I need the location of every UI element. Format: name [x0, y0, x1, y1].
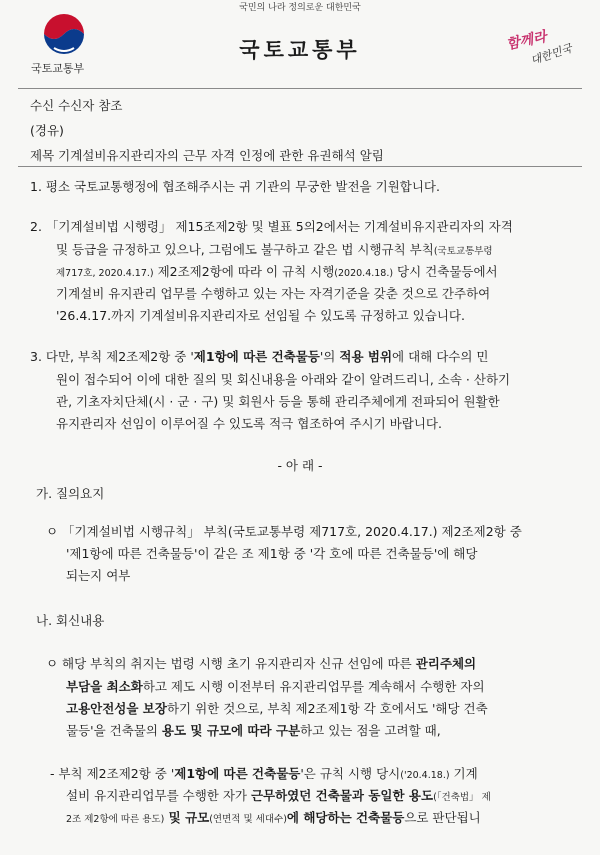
section-na-title: 나. 회신내용 [36, 613, 105, 628]
paragraph-3-line-3: 관, 기초자치단체(시 · 군 · 구) 및 회원사 등을 통해 관리주체에게 전파되어 원활한 [56, 394, 500, 409]
paragraph-2-line-2: 및 등급을 규정하고 있으나, 그럼에도 불구하고 같은 법 시행규칙 부칙(국토교통부령 [56, 242, 493, 257]
section-na-line-1: ㅇ 해당 부칙의 취지는 법령 시행 초기 유지관리자 신규 선임에 따른 관리주체의 [46, 656, 477, 671]
slogan: 국민의 나라 정의로운 대한민국 [239, 3, 361, 13]
subject-line: 제목 기계설비유지관리자의 근무 자격 인정에 관한 유권해석 알림 [30, 148, 384, 163]
paragraph-3-line-2: 원이 접수되어 이에 대한 질의 및 회신내용을 아래와 같이 알려드리니, 소속 · 산하기 [56, 372, 511, 387]
ministry-title: 국토교통부 [239, 38, 361, 62]
paragraph-3-line-1: 3. 다만, 부칙 제2조제2항 중 '제1항에 따른 건축물등'의 적용 범위에 대해 다수의 민 [30, 349, 489, 364]
paragraph-3-line-4: 유지관리자 선임이 이루어질 수 있도록 적극 협조하여 주시기 바랍니다. [56, 416, 442, 431]
org-name: 국토교통부 [31, 62, 85, 75]
section-ga-line-2: '제1항에 따른 건축물등'이 같은 조 제1항 중 '각 호에 따른 건축물등'에 해당 [66, 546, 478, 561]
subject-divider [18, 166, 582, 167]
paragraph-2-line-1: 2. 「기계설비법 시행령」 제15조제2항 및 별표 5의2에서는 기계설비유지관리자의 자격 [30, 219, 513, 234]
paragraph-2-line-4: 기계설비 유지관리 업무를 수행하고 있는 자는 자격기준을 갖춘 것으로 간주하여 [56, 286, 491, 301]
section-na-line-3: 고용안전성을 보장하기 위한 것으로, 부칙 제2조제1항 각 호에서도 '해당 건축 [66, 701, 488, 716]
section-na-dash-line-3: 2조 제2항에 따른 용도) 및 규모(연면적 및 세대수)에 해당하는 건축물등으로 판단됩니 [66, 810, 481, 825]
paragraph-2-line-5: '26.4.17.까지 기계설비유지관리자로 선임될 수 있도록 규정하고 있습니다. [56, 308, 465, 323]
section-na-line-2: 부담을 최소화하고 제도 시행 이전부터 유지관리업무를 계속해서 수행한 자의 [66, 679, 485, 694]
section-ga-line-1: ㅇ 「기계설비법 시행규칙」 부칙(국토교통부령 제717호, 2020.4.17.) 제2조제2항 중 [46, 524, 522, 539]
section-na-dash-line-1: - 부칙 제2조제2항 중 '제1항에 따른 건축물등'은 규칙 시행 당시('20.4.18.) 기계 [50, 766, 478, 781]
via-line: (경유) [30, 123, 64, 138]
recipient-line: 수신 수신자 참조 [30, 98, 123, 113]
section-na-dash-line-2: 설비 유지관리업무를 수행한 자가 근무하였던 건축물과 동일한 용도(「건축법」 제 [66, 788, 491, 803]
paragraph-1: 1. 평소 국토교통행정에 협조해주시는 귀 기관의 무궁한 발전을 기원합니다. [30, 179, 440, 194]
header-divider [18, 88, 582, 89]
section-ga-title: 가. 질의요지 [36, 486, 105, 501]
section-ga-line-3: 되는지 여부 [66, 568, 131, 583]
brand-logo: 함께라 대한민국 [504, 28, 574, 68]
section-na-line-4: 물등'을 건축물의 용도 및 규모에 따라 구분하고 있는 점을 고려할 때, [66, 723, 441, 738]
paragraph-2-line-3: 제717호, 2020.4.17.) 제2조제2항에 따라 이 규칙 시행(2020.4.18.) 당시 건축물등에서 [56, 264, 498, 279]
below-heading: - 아 래 - [277, 458, 323, 473]
